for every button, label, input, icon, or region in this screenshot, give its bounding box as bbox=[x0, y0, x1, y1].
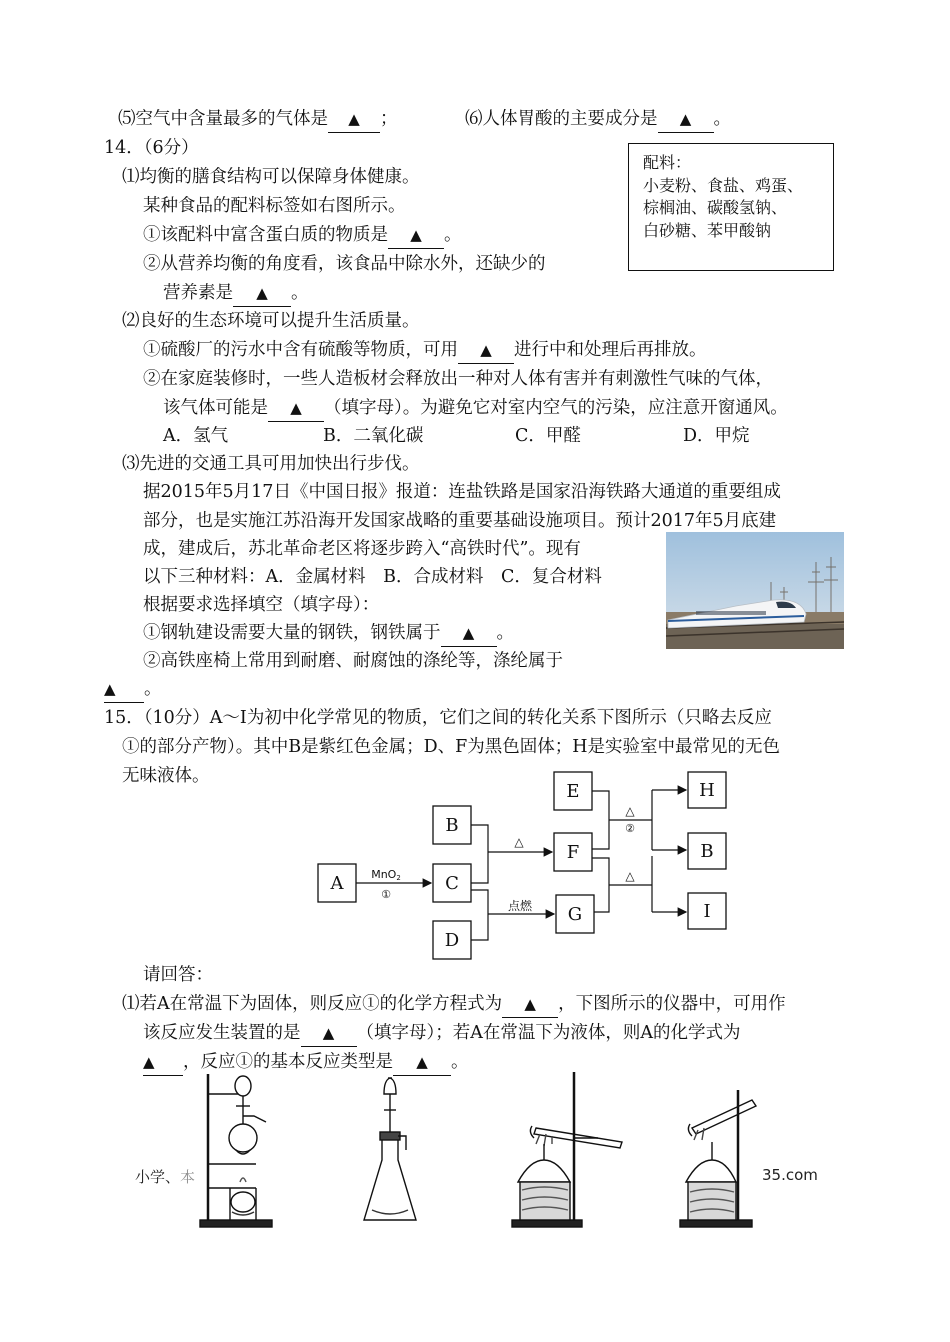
q15-text: 无味液体。 bbox=[122, 766, 210, 786]
q14-part1-text: 某种食品的配料标签如右图所示。 bbox=[143, 196, 406, 216]
box-label: F bbox=[566, 842, 580, 863]
q14-part3-q2-answer: ▲ 。 bbox=[104, 676, 162, 703]
q14-part3-q2: ②高铁座椅上常用到耐磨、耐腐蚀的涤纶等，涤纶属于 bbox=[143, 651, 563, 671]
label-reaction-1: ① bbox=[381, 888, 391, 901]
q14-part2-q2b: 该气体可能是 ▲ （填字母）。为避免它对室内空气的污染，应注意开窗通风。 bbox=[163, 395, 788, 422]
q15-q1-line1: ⑴若A在常温下为固体，则反应①的化学方程式为 ▲ ，下图所示的仪器中，可用作 bbox=[122, 991, 786, 1018]
label-mno2: MnO2 bbox=[371, 868, 401, 882]
ingredient-line: 白砂糖、苯甲酸钠 bbox=[643, 220, 772, 240]
label-reaction-2: ② bbox=[625, 822, 635, 835]
q14-part3-text: 成，建成后，苏北革命老区将逐步跨入“高铁时代”。现有 bbox=[143, 539, 581, 559]
watermark-right: 35.com bbox=[762, 1166, 818, 1184]
q14-part3-instruction: 根据要求选择填空（填字母）： bbox=[143, 595, 380, 615]
q14-part3-text: 部分，也是实施江苏沿海开发国家战略的重要基础设施项目。预计2017年5月底建 bbox=[143, 511, 777, 531]
ingredient-label-box bbox=[628, 143, 834, 271]
apparatus-d-test-tube-heating bbox=[672, 1070, 760, 1230]
q13-item6: ⑹人体胃酸的主要成分是 bbox=[465, 109, 658, 129]
box-label: I bbox=[703, 901, 711, 922]
answer-blank[interactable]: ▲ bbox=[388, 222, 444, 249]
heat-symbol: △ bbox=[625, 869, 635, 883]
ingredient-line: 棕榈油、碳酸氢钠、 bbox=[643, 198, 788, 217]
apparatus-c-test-tube-heating bbox=[506, 1070, 628, 1230]
ingredient-title: 配料： bbox=[643, 153, 692, 172]
box-label: C bbox=[445, 873, 459, 894]
q15-text: ①的部分产物）。其中B是紫红色金属；D、F为黑色固体；H是实验室中最常见的无色 bbox=[122, 737, 781, 757]
q14-header: 14．（6分） bbox=[104, 138, 199, 158]
box-label: A bbox=[330, 873, 344, 894]
box-label: D bbox=[444, 930, 460, 951]
q14-part1-q2: ②从营养均衡的角度看，该食品中除水外，还缺少的 bbox=[143, 254, 546, 274]
q14-part2-q2: ②在家庭装修时，一些人造板材会释放出一种对人体有害并有刺激性气味的气体， bbox=[143, 369, 773, 389]
q13-item6-line: ⑹人体胃酸的主要成分是 ▲ 。 bbox=[465, 106, 731, 133]
heat-symbol: △ bbox=[514, 835, 524, 849]
heat-symbol: △ bbox=[625, 804, 635, 818]
apparatus-a-distillation-setup bbox=[196, 1070, 280, 1230]
conversion-diagram bbox=[312, 770, 732, 962]
answer-blank[interactable]: ▲ bbox=[458, 337, 514, 364]
label-ignite: 点燃 bbox=[507, 899, 533, 913]
q15-ask: 请回答： bbox=[143, 965, 213, 985]
q15-text: 15．（10分）A～I为初中化学常见的物质，它们之间的转化关系下图所示（只略去反应 bbox=[104, 708, 772, 728]
answer-blank[interactable]: ▲ bbox=[328, 106, 380, 133]
box-label: B bbox=[700, 841, 714, 862]
option-c[interactable]: C．甲醛 bbox=[515, 426, 581, 446]
apparatus-b-conical-flask bbox=[358, 1070, 422, 1230]
q14-part3-materials: 以下三种材料：A．金属材料 B．合成材料 C．复合材料 bbox=[143, 567, 602, 587]
high-speed-train-photo bbox=[666, 532, 844, 649]
watermark-left: 小学、本 bbox=[135, 1168, 196, 1186]
q14-part3: ⑶先进的交通工具可用加快出行步伐。 bbox=[122, 454, 420, 474]
answer-blank[interactable]: ▲ bbox=[104, 676, 144, 703]
answer-blank[interactable]: ▲ bbox=[301, 1020, 357, 1047]
q14-options bbox=[163, 423, 750, 449]
box-label: B bbox=[445, 815, 459, 836]
q14-part2: ⑵良好的生态环境可以提升生活质量。 bbox=[122, 311, 420, 331]
option-a[interactable]: A．氢气 bbox=[163, 426, 229, 446]
answer-blank[interactable]: ▲ bbox=[502, 991, 558, 1018]
q14-part1: ⑴均衡的膳食结构可以保障身体健康。 bbox=[122, 167, 420, 187]
box-label: H bbox=[699, 780, 715, 801]
q13-line: ⑸空气中含量最多的气体是 ▲ ； bbox=[118, 106, 398, 133]
q14-part1-q2b: 营养素是 ▲ 。 bbox=[163, 280, 309, 307]
option-d[interactable]: D．甲烷 bbox=[683, 426, 750, 446]
answer-blank[interactable]: ▲ bbox=[268, 395, 324, 422]
box-label: E bbox=[566, 781, 580, 802]
box-label: G bbox=[567, 904, 583, 925]
answer-blank[interactable]: ▲ bbox=[233, 280, 291, 307]
ingredient-line: 小麦粉、食盐、鸡蛋、 bbox=[643, 175, 804, 195]
q15-q1-line3: ▲ ，反应①的基本反应类型是 ▲ 。 bbox=[143, 1049, 469, 1076]
answer-blank[interactable]: ▲ bbox=[441, 620, 497, 647]
q14-part3-q1: ①钢轨建设需要大量的钢铁，钢铁属于 ▲ 。 bbox=[143, 620, 514, 647]
q13-item5: ⑸空气中含量最多的气体是 bbox=[118, 109, 328, 129]
q14-part2-q1: ①硫酸厂的污水中含有硫酸等物质，可用 ▲ 进行中和处理后再排放。 bbox=[143, 337, 707, 364]
answer-blank[interactable]: ▲ bbox=[143, 1049, 183, 1076]
q14-part3-text: 据2015年5月17日《中国日报》报道：连盐铁路是国家沿海铁路大通道的重要组成 bbox=[143, 482, 781, 502]
option-b[interactable]: B．二氧化碳 bbox=[323, 426, 424, 446]
q14-part1-q1: ①该配料中富含蛋白质的物质是 ▲ 。 bbox=[143, 222, 462, 249]
q15-q1-line2: 该反应发生装置的是 ▲ （填字母）；若A在常温下为液体，则A的化学式为 bbox=[143, 1020, 741, 1047]
answer-blank[interactable]: ▲ bbox=[658, 106, 714, 133]
answer-blank[interactable]: ▲ bbox=[393, 1049, 451, 1076]
